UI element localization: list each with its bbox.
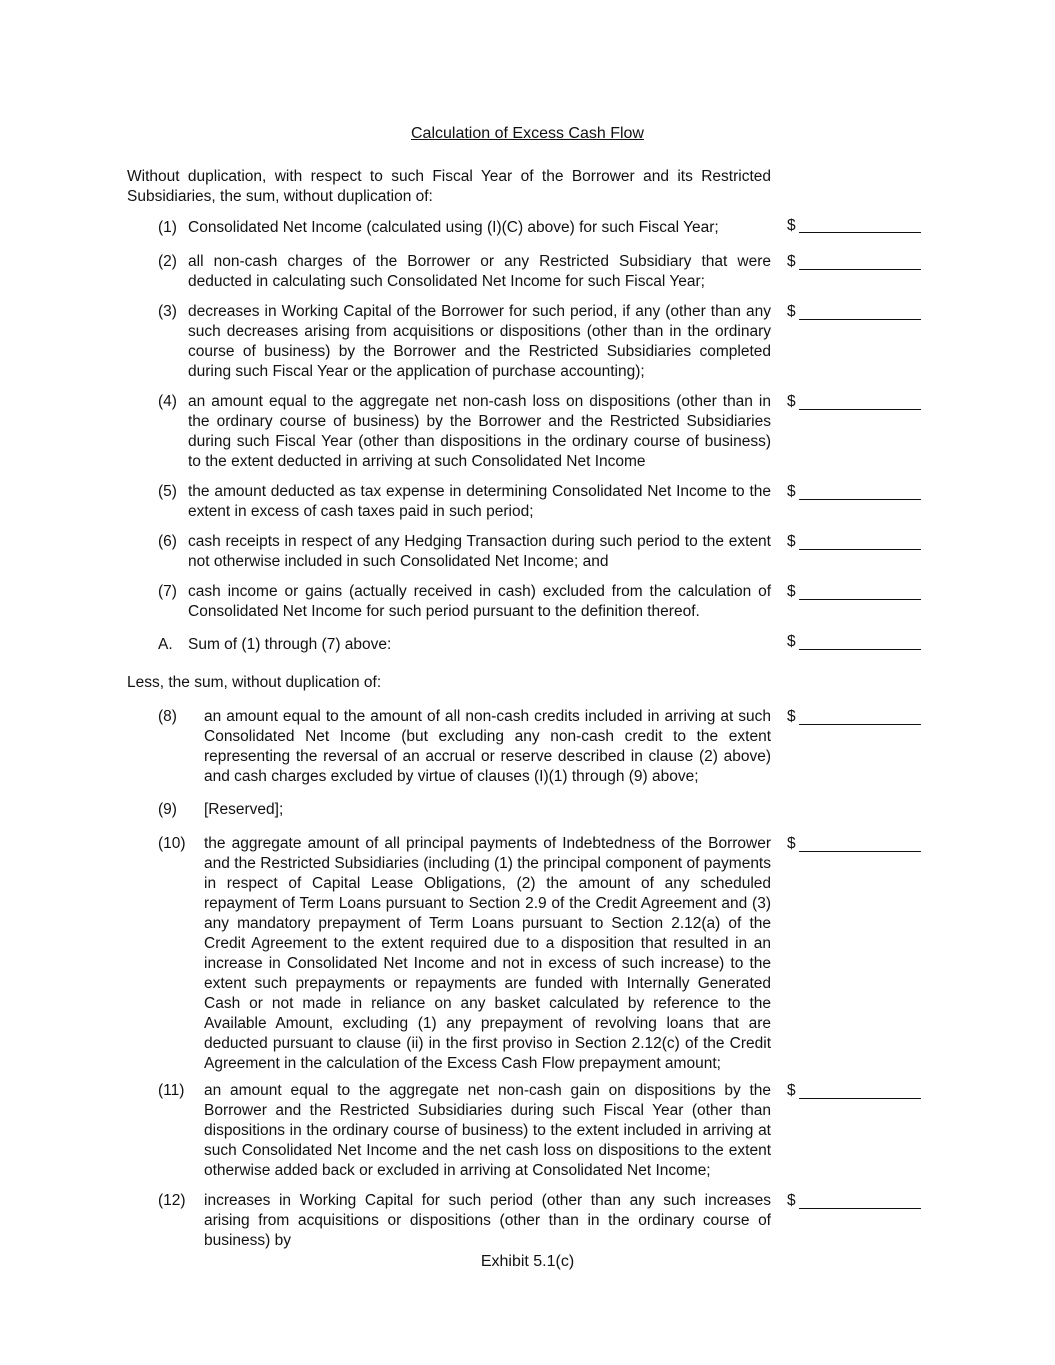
- amount-blank-line: [799, 232, 921, 233]
- sum-label: A.: [158, 636, 173, 653]
- dollar-sign: $: [787, 533, 796, 550]
- dollar-sign: $: [787, 633, 796, 650]
- item-number: (4): [158, 393, 177, 410]
- amount-blank-line: [799, 724, 921, 725]
- item-number: (5): [158, 483, 177, 500]
- item-text: an amount equal to the aggregate net non-cash gain on dispositions by the Borrower and the Restricted Subsidiaries during such Fiscal Year (other than dispositions in the ordinary course of business) to the extent included in arriving at such Consolidated Net Income and the net cash loss on dispositions to the extent otherwise added back or excluded in arriving at Consolidated Net Income;: [204, 1082, 771, 1179]
- intro-paragraph: Without duplication, with respect to such Fiscal Year of the Borrower and its Restricted Subsidiaries, the sum, without duplication of:: [127, 168, 771, 205]
- dollar-sign: $: [787, 1082, 796, 1099]
- amount-blank-line: [799, 409, 921, 410]
- item-text: [Reserved];: [204, 801, 284, 818]
- item-number: (10): [158, 835, 186, 852]
- page-footer: Exhibit 5.1(c): [480, 1253, 575, 1270]
- amount-blank-line: [799, 1098, 921, 1099]
- dollar-sign: $: [787, 217, 796, 234]
- item-text: an amount equal to the aggregate net non-cash loss on dispositions (other than in the ordinary course of business) by the Borrower and the Restricted Subsidiaries during such Fiscal Year (other than dispositions in the ordinary course of business) to the extent deducted in arriving at such Consolidated Net Income: [188, 393, 771, 470]
- amount-blank-line: [799, 599, 921, 600]
- dollar-sign: $: [787, 303, 796, 320]
- item-text: increases in Working Capital for such period (other than any such increases arising from acquisitions or dispositions (other than in the ordinary course of business) by: [204, 1192, 771, 1249]
- dollar-sign: $: [787, 253, 796, 270]
- item-number: (12): [158, 1192, 186, 1209]
- item-text: Consolidated Net Income (calculated using (I)(C) above) for such Fiscal Year;: [188, 219, 719, 236]
- amount-blank-line: [799, 499, 921, 500]
- item-text: the aggregate amount of all principal payments of Indebtedness of the Borrower and the Restricted Subsidiaries (including (1) the principal component of payments in respect of Capital Lease Obligations, (2) the amount of any scheduled repayment of Term Loans pursuant to Section 2.9 of the Credit Agreement and (3) any mandatory prepayment of Term Loans pursuant to Section 2.12(a) of the Credit Agreement to the extent required due to a disposition that resulted in an increase in Consolidated Net Income and not in excess of such increase) to the extent such prepayments or repayments are funded with Internally Generated Cash or not made in reliance on any basket calculated by reference to the Available Amount, excluding (1) any prepayment of revolving loans that are deducted pursuant to clause (ii) in the first proviso in Section 2.12(c) of the Credit Agreement in the calculation of the Excess Cash Flow prepayment amount;: [204, 835, 771, 1072]
- item-number: (7): [158, 583, 177, 600]
- item-text: cash receipts in respect of any Hedging Transaction during such period to the extent not otherwise included in such Consolidated Net Income; and: [188, 533, 771, 570]
- page-title: Calculation of Excess Cash Flow: [411, 125, 644, 142]
- dollar-sign: $: [787, 1192, 796, 1209]
- item-number: (11): [158, 1082, 185, 1099]
- item-number: (8): [158, 708, 177, 725]
- item-number: (2): [158, 253, 177, 270]
- amount-blank-line: [799, 851, 921, 852]
- item-number: (3): [158, 303, 177, 320]
- dollar-sign: $: [787, 393, 796, 410]
- sum-text: Sum of (1) through (7) above:: [188, 636, 392, 653]
- dollar-sign: $: [787, 835, 796, 852]
- item-text: the amount deducted as tax expense in determining Consolidated Net Income to the extent in excess of cash taxes paid in such period;: [188, 483, 771, 520]
- dollar-sign: $: [787, 708, 796, 725]
- amount-blank-line: [799, 1208, 921, 1209]
- item-text: decreases in Working Capital of the Borrower for such period, if any (other than any such decreases arising from acquisitions or dispositions (other than in the ordinary course of business) by the Borrower and the Restricted Subsidiaries completed during such Fiscal Year or the application of purchase accounting);: [188, 303, 771, 380]
- item-number: (1): [158, 219, 177, 236]
- item-number: (6): [158, 533, 177, 550]
- item-text: all non-cash charges of the Borrower or any Restricted Subsidiary that were deducted in calculating such Consolidated Net Income for such Fiscal Year;: [188, 253, 771, 290]
- amount-blank-line: [799, 649, 921, 650]
- item-number: (9): [158, 801, 177, 818]
- amount-blank-line: [799, 269, 921, 270]
- dollar-sign: $: [787, 583, 796, 600]
- item-text: an amount equal to the amount of all non-cash credits included in arriving at such Consolidated Net Income (but excluding any non-cash credit to the extent representing the reversal of an accrual or reserve described in clause (2) above) and cash charges excluded by virtue of clauses (I)(1) through (9) above;: [204, 708, 771, 785]
- dollar-sign: $: [787, 483, 796, 500]
- item-text: cash income or gains (actually received in cash) excluded from the calculation of Consolidated Net Income for such period pursuant to the definition thereof.: [188, 583, 771, 620]
- amount-blank-line: [799, 319, 921, 320]
- amount-blank-line: [799, 549, 921, 550]
- less-intro-paragraph: Less, the sum, without duplication of:: [127, 674, 382, 691]
